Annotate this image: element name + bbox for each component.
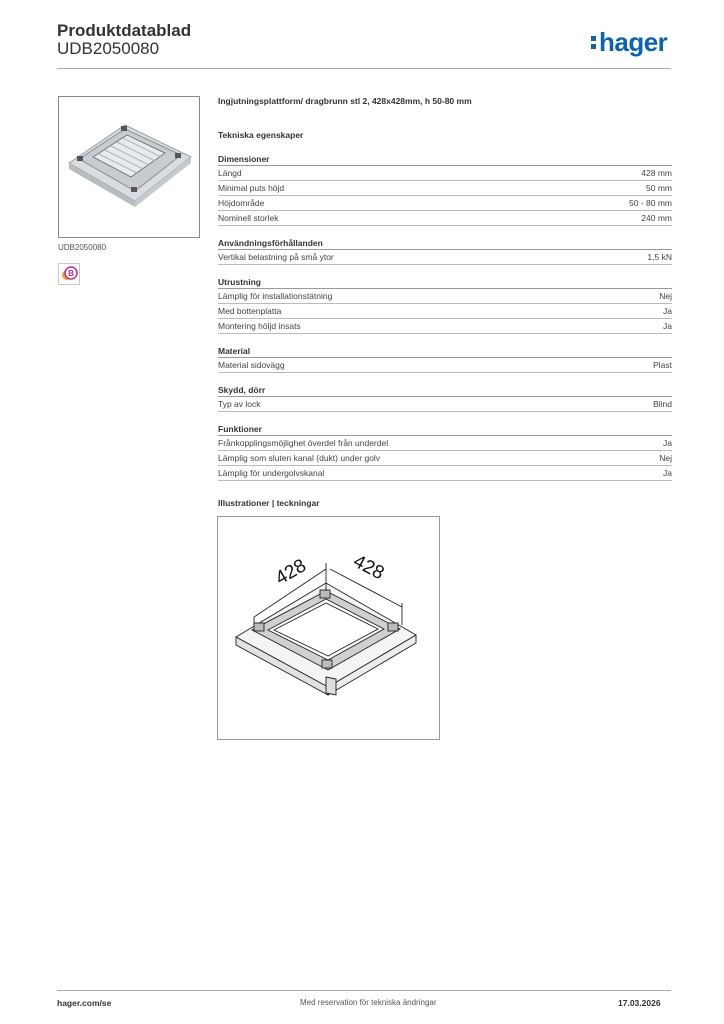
footer-divider (57, 990, 671, 991)
spec-value: Plast (653, 360, 672, 370)
floor-box-photo-icon (59, 97, 199, 237)
tech-properties-title: Tekniska egenskaper (218, 130, 304, 140)
spec-label: Längd (218, 168, 242, 178)
spec-label: Vertikal belastning på små ytor (218, 252, 334, 262)
spec-panel (218, 96, 672, 481)
spec-label: Minimal puts höjd (218, 183, 285, 193)
spec-value: Nej (659, 291, 672, 301)
spec-label: Lämplig för installationstätning (218, 291, 333, 301)
footer-note: Med reservation för tekniska ändringar (300, 998, 437, 1007)
spec-row (218, 466, 672, 481)
dimension-right-label: 428 (349, 550, 388, 585)
illustrations-title: Illustrationer | teckningar (218, 498, 320, 508)
spec-label: Nominell storlek (218, 213, 279, 223)
recycle-badge-icon (58, 263, 80, 285)
section-title: Dimensioner (218, 153, 672, 166)
section-title: Användningsförhållanden (218, 237, 672, 250)
spec-row (218, 436, 672, 451)
logo-text: hager (599, 27, 668, 57)
spec-value: 50 mm (646, 183, 672, 193)
header-divider (57, 68, 671, 69)
spec-label: Lämplig som sluten kanal (dukt) under golv (218, 453, 381, 463)
document-title: Produktdatablad (57, 21, 192, 40)
section-dimensions (218, 153, 672, 226)
image-caption: UDB2050080 (58, 243, 107, 252)
spec-value: 50 - 80 mm (629, 198, 672, 208)
section-equipment (218, 276, 672, 334)
spec-value: Ja (663, 438, 672, 448)
spec-value: Ja (663, 321, 672, 331)
spec-row (218, 304, 672, 319)
hager-logo (591, 27, 667, 58)
product-description: Ingjutningsplattform/ dragbrunn stl 2, 428x428mm, h 50-80 mm (218, 96, 472, 106)
section-functions (218, 423, 672, 481)
spec-row (218, 358, 672, 373)
spec-value: 240 mm (641, 213, 672, 223)
spec-label: Med bottenplatta (218, 306, 282, 316)
product-image (58, 96, 200, 238)
section-title: Skydd, dörr (218, 384, 672, 397)
spec-row (218, 289, 672, 304)
spec-row (218, 166, 672, 181)
product-code: UDB2050080 (57, 39, 160, 58)
spec-row (218, 250, 672, 265)
section-protection (218, 384, 672, 412)
section-title: Utrustning (218, 276, 672, 289)
spec-value: 428 mm (641, 168, 672, 178)
spec-value: Ja (663, 306, 672, 316)
spec-row (218, 451, 672, 466)
technical-drawing (217, 516, 440, 740)
spec-value: Ja (663, 468, 672, 478)
spec-label: Material sidovägg (218, 360, 285, 370)
spec-value: 1,5 kN (647, 252, 672, 262)
spec-label: Lämplig för undergolvskanal (218, 468, 325, 478)
section-material (218, 345, 672, 373)
spec-row (218, 181, 672, 196)
spec-label: Höjdområde (218, 198, 265, 208)
spec-row (218, 196, 672, 211)
section-title: Material (218, 345, 672, 358)
spec-label: Montering höljd insats (218, 321, 301, 331)
spec-row (218, 397, 672, 412)
dimension-left-label: 428 (272, 555, 310, 590)
spec-value: Nej (659, 453, 672, 463)
svg-text:B: B (68, 269, 74, 278)
spec-row (218, 319, 672, 334)
spec-row (218, 211, 672, 226)
spec-value: Blind (653, 399, 672, 409)
spec-label: Frånkopplingsmöjlighet överdel från underdel (218, 438, 389, 448)
dimension-drawing-icon (218, 517, 439, 739)
section-usage (218, 237, 672, 265)
section-title: Funktioner (218, 423, 672, 436)
footer-website[interactable]: hager.com/se (57, 998, 112, 1008)
spec-label: Typ av lock (218, 399, 261, 409)
footer-date: 17.03.2026 (618, 998, 661, 1008)
